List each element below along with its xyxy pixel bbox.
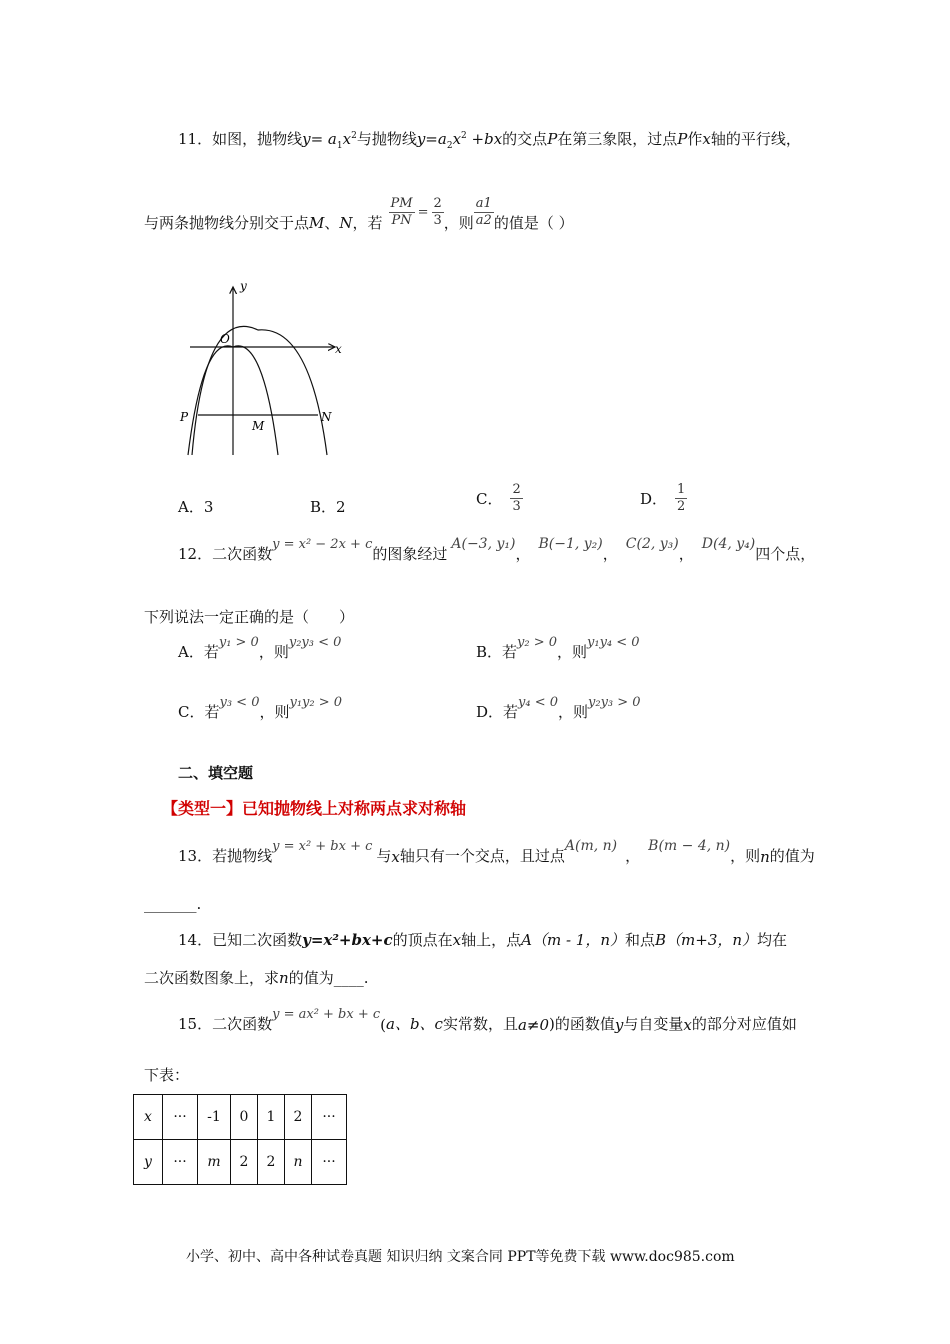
q11-number: 11．: [178, 130, 213, 148]
fraction-pm-pn: $\frac{PM}{PN}$: [390, 196, 413, 228]
table-cell: 2: [285, 1095, 312, 1140]
q11-line1: 11．如图，抛物线$y= a_1x^2$与抛物线$y=a_2x^2 +bx$的交点P在第三象限，过点P作x轴的平行线，: [178, 130, 801, 151]
q11-option-c[interactable]: C． $\frac{2}{3}$: [476, 482, 521, 514]
table-row: [134, 1140, 347, 1185]
label-y: y: [240, 279, 247, 293]
fraction-a1-a2: $\frac{a1}{a2}$: [475, 196, 492, 228]
table-cell: -1: [198, 1095, 231, 1140]
q11-option-b[interactable]: B．2: [310, 498, 346, 516]
table-cell: m: [198, 1140, 231, 1185]
label-n: N: [321, 410, 332, 424]
q12-line1: 12． 二次函数 y = x² − 2x + c 的图象经过 A(−3, y₁) ， B(−1, y₂) ， C(2, y₃) ， D(4, y₄) 四个点，: [178, 536, 816, 563]
q12-option-b[interactable]: B．若 y₂ > 0 ，则 y₁y₄ < 0: [476, 635, 640, 661]
table-cell: 1: [258, 1095, 285, 1140]
q14-number: 14．: [178, 931, 213, 949]
label-o: O: [220, 332, 230, 346]
q12-number: 12．: [178, 545, 213, 563]
q12-option-d[interactable]: D．若 y₄ < 0 ，则 y₂y₃ > 0: [476, 695, 641, 721]
table-row: [134, 1095, 347, 1140]
table-cell: y: [134, 1140, 163, 1185]
q12-option-a[interactable]: A．若 y₁ > 0 ，则 y₂y₃ < 0: [178, 635, 342, 661]
q13-line1: 13． 若抛物线 y = x² + bx + c 与 x 轴只有一个交点，且过点 A(m, n) ， B(m − 4, n) ，则 n 的值为: [178, 838, 815, 866]
parabola-figure: [170, 275, 360, 465]
table-cell: 0: [231, 1095, 258, 1140]
q11-option-a[interactable]: A．3: [178, 498, 214, 516]
label-m: M: [252, 419, 265, 433]
q11-option-d[interactable]: D． $\frac{1}{2}$: [640, 482, 686, 514]
label-x: x: [335, 342, 342, 356]
q15-number: 15．: [178, 1015, 213, 1033]
page-footer: 小学、初中、高中各种试卷真题 知识归纳 文案合同 PPT等免费下载 www.doc985.com: [186, 1249, 735, 1265]
table-cell: ···: [312, 1140, 347, 1185]
table-cell: ···: [163, 1140, 198, 1185]
q13-answer-blank[interactable]: _______.: [144, 895, 202, 913]
table-cell: ···: [312, 1095, 347, 1140]
q15-line1: 15． 二次函数 y = ax² + bx + c ( a、b、c 实常数，且 a≠0 )的函数值 y 与自变量 x 的部分对应值如: [178, 1007, 797, 1034]
section-heading-fill-in: 二、填空题: [178, 764, 254, 782]
fraction-two-thirds: $\frac{2}{3}$: [433, 196, 442, 228]
table-cell: x: [134, 1095, 163, 1140]
label-p: P: [180, 410, 189, 424]
table-cell: n: [285, 1140, 312, 1185]
table-cell: 2: [231, 1140, 258, 1185]
table-cell: ···: [163, 1095, 198, 1140]
q15-line2: 下表：: [144, 1066, 190, 1084]
q13-number: 13．: [178, 847, 213, 865]
q11-line2: 与两条抛物线分别交于点 M 、 N ，若 $\frac{PM}{PN}$ = $\frac{2}{3}$ ，则 $\frac{a1}{a2}$ 的值是（ ）: [144, 196, 574, 232]
parabola-wide: [192, 326, 327, 455]
type-one-heading: 【类型一】已知抛物线上对称两点求对称轴: [162, 799, 467, 818]
q14-line1: 14．已知二次函数y=x²+bx+c的顶点在x轴上，点A（m - 1，n）和点B（m+3，n）均在: [178, 931, 788, 949]
q12-line2: 下列说法一定正确的是（ ）: [144, 608, 355, 626]
q14-line2: 二次函数图象上，求n的值为____.: [144, 969, 369, 987]
table-cell: 2: [258, 1140, 285, 1185]
value-table: [133, 1094, 347, 1185]
q12-option-c[interactable]: C．若 y₃ < 0 ，则 y₁y₂ > 0: [178, 695, 343, 721]
